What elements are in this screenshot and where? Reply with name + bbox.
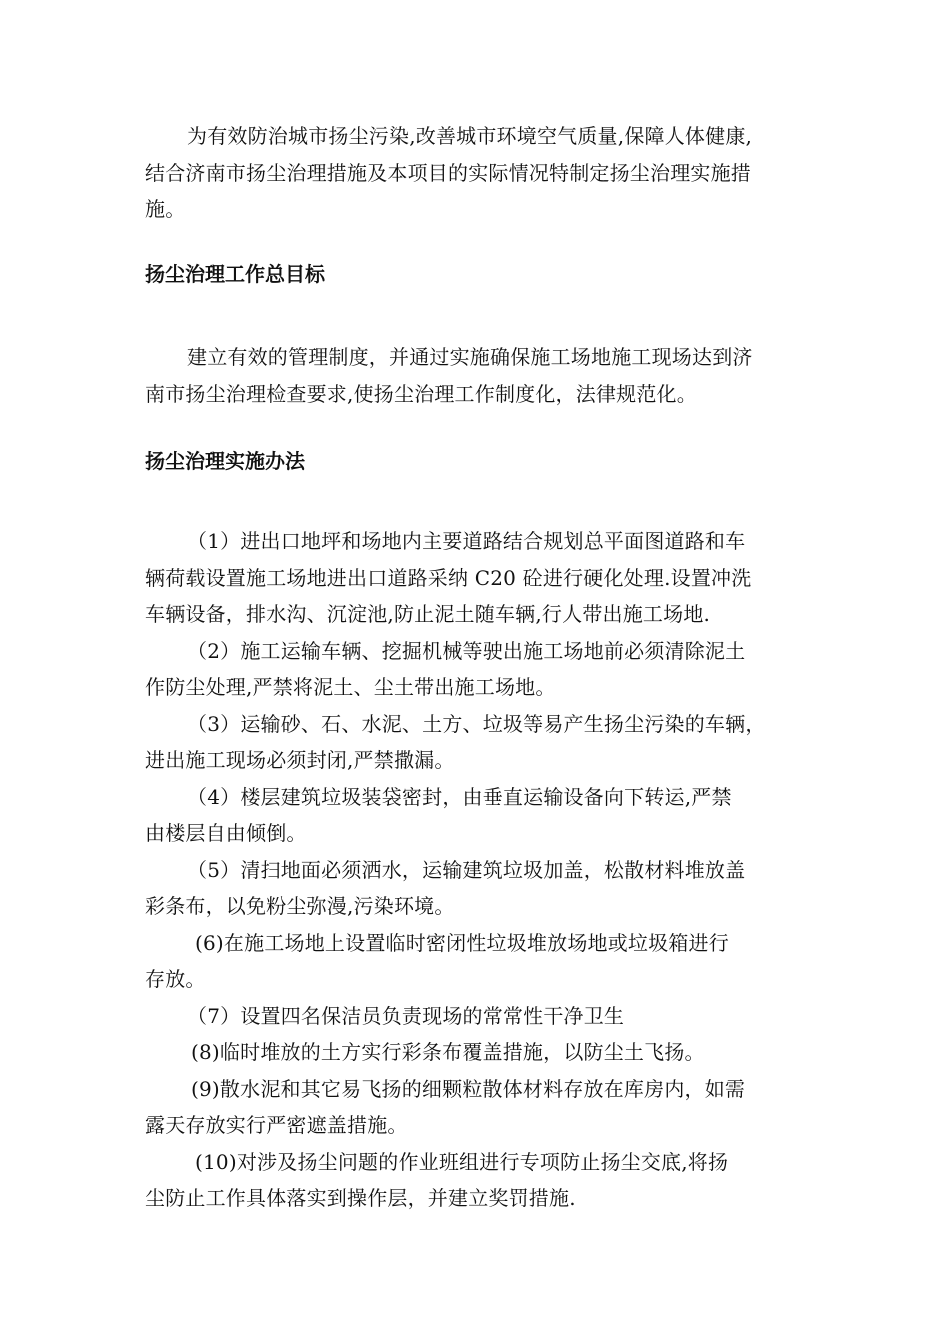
item-line: (6)在施工场地上设置临时密闭性垃圾堆放场地或垃圾箱进行 — [195, 930, 729, 955]
item-line: 车辆设备，排水沟、沉淀池,防止泥土随车辆,行人带出施工场地. — [145, 602, 711, 626]
intro-line: 结合济南市扬尘治理措施及本项目的实际情况特制定扬尘治理实施措 — [145, 160, 751, 185]
item-line: (9)散水泥和其它易飞扬的细颗粒散体材料存放在库房内，如需 — [191, 1076, 746, 1101]
item-line: (10)对涉及扬尘问题的作业班组进行专项防止扬尘交底,将扬 — [195, 1149, 729, 1174]
item-line: （3）运输砂、石、水泥、土方、垃圾等易产生扬尘污染的车辆， — [187, 711, 766, 736]
list-item — [145, 998, 835, 1035]
item-line: 露天存放实行严密遮盖措施。 — [145, 1113, 408, 1137]
goal-paragraph — [145, 339, 835, 412]
item-line: 彩条布，以免粉尘弥漫,污染环境。 — [145, 894, 455, 918]
section-heading-method: 扬尘治理实施办法 — [145, 449, 305, 473]
list-item — [145, 1071, 835, 1144]
intro-line: 施。 — [145, 197, 186, 221]
measures-list — [145, 523, 835, 1217]
item-line: （2）施工运输车辆、挖掘机械等驶出施工场地前必须清除泥土 — [187, 638, 746, 663]
intro-line: 为有效防治城市扬尘污染,改善城市环境空气质量,保障人体健康, — [187, 124, 753, 148]
item-line: 辆荷载设置施工场地进出口道路采纳 C20 砼进行硬化处理.设置冲洗 — [145, 565, 752, 590]
item-line: （4）楼层建筑垃圾装袋密封，由垂直运输设备向下转运,严禁 — [187, 784, 732, 809]
item-line: (8)临时堆放的土方实行彩条布覆盖措施，以防尘土飞扬。 — [191, 1040, 705, 1064]
list-item — [145, 925, 835, 998]
list-item — [145, 852, 835, 925]
item-line: 由楼层自由倾倒。 — [145, 821, 307, 845]
item-line: 进出施工现场必须封闭,严禁撒漏。 — [145, 748, 455, 772]
item-line: 存放。 — [145, 967, 206, 991]
item-line: （7）设置四名保洁员负责现场的常常性干净卫生 — [187, 1003, 625, 1028]
item-line: 尘防止工作具体落实到操作层，并建立奖罚措施. — [145, 1186, 576, 1210]
list-item — [145, 1034, 835, 1071]
list-item — [145, 779, 835, 852]
list-item — [145, 706, 835, 779]
goal-line: 建立有效的管理制度，并通过实施确保施工场地施工现场达到济 — [187, 345, 753, 369]
item-line: 作防尘处理,严禁将泥土、尘土带出施工场地。 — [145, 675, 556, 699]
section-heading-goal: 扬尘治理工作总目标 — [145, 262, 325, 286]
item-line: （1）进出口地坪和场地内主要道路结合规划总平面图道路和车 — [187, 529, 746, 553]
list-item — [145, 633, 835, 706]
list-item — [145, 523, 835, 633]
item-line: （5）清扫地面必须洒水，运输建筑垃圾加盖，松散材料堆放盖 — [187, 857, 746, 882]
list-item — [145, 1144, 835, 1217]
goal-line: 南市扬尘治理检查要求,使扬尘治理工作制度化，法律规范化。 — [145, 381, 697, 406]
intro-paragraph — [145, 118, 835, 228]
